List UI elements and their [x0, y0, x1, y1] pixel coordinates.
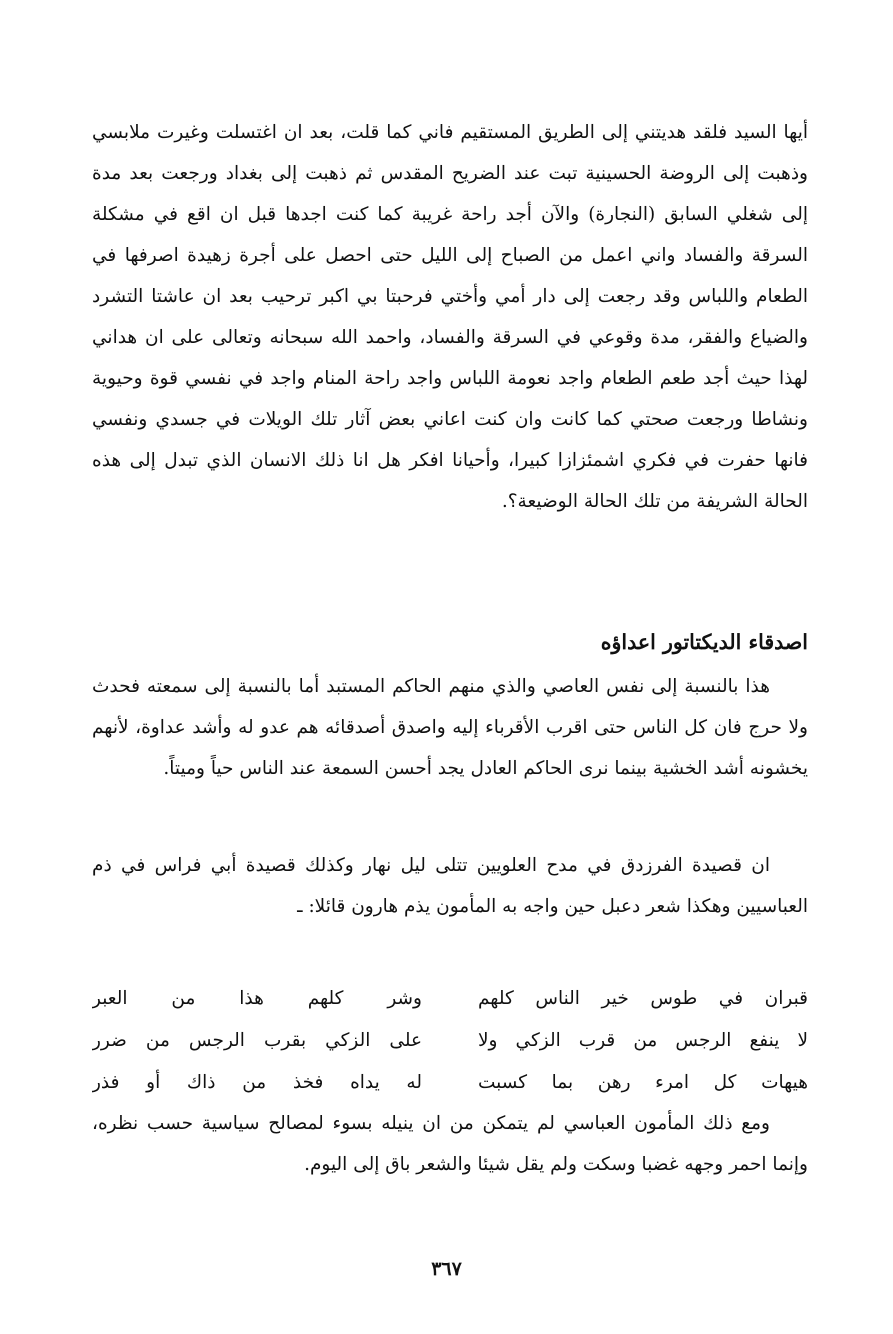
poem-verse [92, 978, 808, 1020]
poem-verse [92, 1020, 808, 1062]
section-heading: اصدقاء الديكتاتور اعداؤه [600, 630, 808, 654]
poem-block [92, 978, 808, 1104]
verse-first-hemistich: هيهات كل امرء رهن بما كسبت [478, 1072, 808, 1093]
poem-verse [92, 1062, 808, 1104]
paragraph-poetry-intro: ان قصيدة الفرزدق في مدح العلويين تتلى ليل نهار وكذلك قصيدة أبي فراس في ذم العباسيين وهكذا شعر دعبل حين واجه به المأمون يذم هارون قائلا: ـ [92, 855, 808, 917]
verse-first-hemistich: قبران في طوس خير الناس كلهم [478, 988, 808, 1009]
verse-second-hemistich: له يداه فخذ من ذاك أو فذر [92, 1072, 422, 1093]
verse-second-hemistich: على الزكي بقرب الرجس من ضرر [92, 1030, 422, 1051]
page-number: ٣٦٧ [431, 1258, 462, 1280]
paragraph-mamun-reaction: ومع ذلك المأمون العباسي لم يتمكن من ان ينيله بسوء لمصالح سياسية حسب نظره، وإنما احمر وجهه غضبا وسكت ولم يقل شيئا والشعر باق إلى اليوم. [92, 1113, 808, 1175]
paragraph-tyrant-reputation: هذا بالنسبة إلى نفس العاصي والذي منهم الحاكم المستبد أما بالنسبة إلى سمعته فحدث ولا حرج فان كل الناس حتى اقرب الأقرباء إليه واصدق أصدقائه هم عدو له وأشد عداوة، لأنهم يخشونه أشد الخشية بينما نرى الحاكم العادل يجد أحسن السمعة عند الناس حياً وميتاً. [92, 676, 808, 779]
verse-first-hemistich: لا ينفع الرجس من قرب الزكي ولا [478, 1030, 808, 1051]
verse-second-hemistich: وشر كلهم هذا من العبر [92, 988, 422, 1009]
paragraph-repentance-story: أيها السيد فلقد هديتني إلى الطريق المستقيم فاني كما قلت، بعد ان اغتسلت وغيرت ملابسي وذهبت إلى الروضة الحسينية تبت عند الضريح المقدس ثم ذهبت إلى بغداد ورجعت بعد مدة إلى شغلي السابق (النجارة) والآن أجد راحة غريبة كما كنت اجدها قبل ان اقع في مشكلة السرقة والفساد واني اعمل من الصباح إلى الليل حتى احصل على أجرة زهيدة اصرفها في الطعام واللباس وقد رجعت إلى دار أمي وأختي فرحبتا بي اكبر ترحيب بعد ان عاشتا التشرد والضياع والفقر، مدة وقوعي في السرقة والفساد، واحمد الله سبحانه وتعالى على ان هداني لهذا حيث أجد طعم الطعام واجد نعومة اللباس واجد راحة المنام واجد في نفسي قوة وحيوية ونشاطا ورجعت صحتي كما كانت وان كنت اعاني بعض آثار تلك الويلات في جسدي ونفسي فانها حفرت في فكري اشمئزازا كبيرا، وأحيانا افكر هل انا ذلك الانسان الذي تبدل إلى هذه الحالة الشريفة من تلك الحالة الوضيعة؟. [92, 122, 808, 512]
